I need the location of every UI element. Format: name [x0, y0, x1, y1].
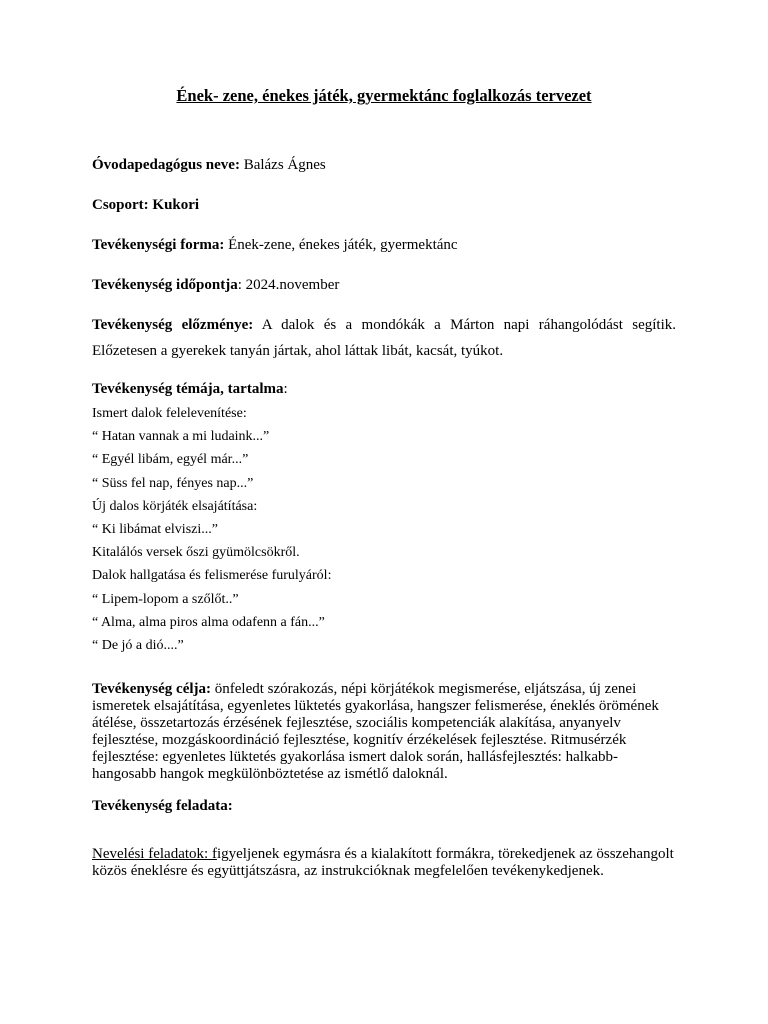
list-item: “ De jó a dió....” — [92, 637, 184, 653]
feladata-heading — [92, 797, 676, 815]
list-item: Kitalálós versek őszi gyümölcsökről. — [92, 545, 300, 561]
idopont-field — [92, 276, 676, 294]
forma-field — [92, 236, 676, 254]
list-item: “ Alma, alma piros alma odafenn a fán...” — [92, 614, 325, 630]
nevelesi-label: Nevelési feladatok: f — [92, 846, 217, 862]
list-item: “ Süss fel nap, fényes nap...” — [92, 475, 254, 491]
forma-label: Tevékenységi forma: — [92, 237, 225, 253]
idopont-value: : 2024.november — [237, 277, 340, 293]
nevelesi-field — [92, 846, 676, 880]
elozmeny-field — [92, 312, 676, 364]
nevelesi-value: igyeljenek egymásra és a kialakított formákra, törekedjenek az összehangolt közös éneklésre és együttjátszásra, az instrukcióknak megfelelően tevékenykedjenek. — [92, 846, 674, 879]
pedagogus-value: Balázs Ágnes — [239, 157, 326, 173]
elozmeny-label: Tevékenység előzménye: — [92, 317, 254, 333]
tema-heading — [92, 380, 676, 398]
feladata-label: Tevékenység feladata: — [92, 798, 233, 814]
tema-label: Tevékenység témája, tartalma — [92, 381, 284, 397]
celja-field — [92, 681, 676, 783]
list-item: “ Ki libámat elviszi...” — [92, 521, 218, 537]
pedagogus-label: Óvodapedagógus neve: — [92, 157, 240, 173]
idopont-label: Tevékenység időpontja — [92, 277, 238, 293]
tema-colon: : — [283, 381, 288, 397]
forma-value: Ének-zene, énekes játék, gyermektánc — [224, 237, 458, 253]
tema-list — [92, 402, 676, 657]
csoport-label: Csoport: — [92, 197, 149, 213]
list-item: “ Hatan vannak a mi ludaink...” — [92, 429, 270, 445]
elozmeny-value: A dalok és a mondókák a Márton napi ráhangolódást segítik. Előzetesen a gyerekek tanyán jártak, ahol láttak libát, kacsát, tyúkot. — [92, 317, 676, 359]
pedagogus-field — [92, 156, 676, 174]
csoport-field — [92, 196, 676, 214]
list-item: “ Egyél libám, egyél már...” — [92, 452, 249, 468]
celja-label: Tevékenység célja: — [92, 681, 212, 697]
list-item: Új dalos körjáték elsajátítása: — [92, 498, 258, 514]
page-title: Ének- zene, énekes játék, gyermektánc foglalkozás tervezet — [176, 86, 592, 105]
list-item: Dalok hallgatása és felismerése furulyáról: — [92, 568, 332, 584]
celja-value: önfeledt szórakozás, népi körjátékok megismerése, eljátszása, új zenei ismeretek elsajátítása, egyenletes lüktetés gyakorlása, hangszer felismerése, éneklés örömének átélése, összetartozás érzésének fejlesztése, szociális kompetenciák alakítása, anyanyelv fejlesztése, mozgáskoordináció fejlesztése, kognitív érzékelések fejlesztése. Ritmusérzék fejlesztése: egyenletes lüktetés gyakorlása ismert dalok során, hallásfejlesztés: halkabb-hangosabb hangok megkülönböztetése az ismétlő daloknál. — [92, 681, 659, 782]
list-item: “ Lipem-lopom a szőlőt..” — [92, 591, 239, 607]
csoport-value: Kukori — [148, 197, 200, 213]
list-item: Ismert dalok felelevenítése: — [92, 406, 247, 421]
